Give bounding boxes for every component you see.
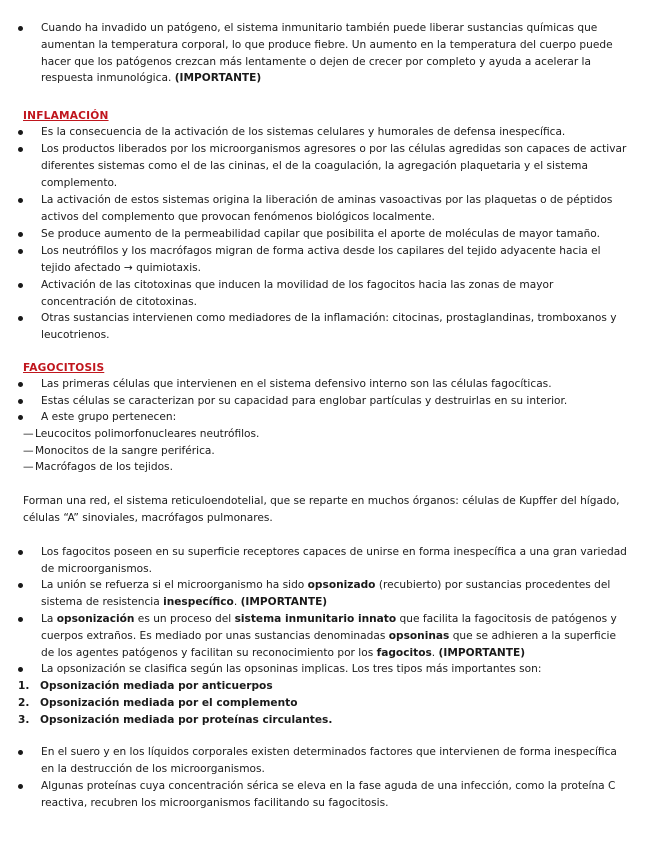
section-heading-inflamacion: INFLAMACIÓN <box>23 110 109 122</box>
list-item-text: Se produce aumento de la permeabilidad capilar que posibilita el aporte de moléculas de mayor tamaño. <box>41 228 600 240</box>
bullet-dot <box>18 130 23 135</box>
bullet-dot <box>18 316 23 321</box>
keyword-opsoninas: opsoninas <box>388 629 450 642</box>
important-note: (IMPORTANTE) <box>174 72 262 85</box>
dash-item <box>23 459 523 476</box>
numbered-item-text: Opsonización mediada por proteínas circulantes. <box>40 714 333 726</box>
bullet-dot <box>18 26 23 31</box>
dash-marker: — <box>23 428 34 440</box>
keyword-opsonizacion: opsonización <box>56 613 135 625</box>
bullet-dot <box>18 198 23 203</box>
bullet-dot <box>18 399 23 404</box>
bullet-dot <box>18 147 23 152</box>
dash-item-text: Monocitos de la sangre periférica. <box>35 445 215 457</box>
text-run: . <box>431 646 439 659</box>
bullet-dot <box>18 283 23 288</box>
bullet-dot <box>18 415 23 420</box>
bullet-dot <box>18 617 23 622</box>
dash-marker: — <box>23 461 34 473</box>
bullet-dot <box>18 232 23 237</box>
bullet-dot <box>18 667 23 672</box>
paragraph-reticuloendotelial: Forman una red, el sistema reticuloendotelial, que se reparte en muchos órganos: células de Kupffer del hígado, células “A” sinoviales, macrófagos pulmonares. <box>23 495 620 524</box>
list-item-text: Los fagocitos poseen en su superficie receptores capaces de unirse en forma inespecífica a una gran variedad de microorganismos. <box>41 546 627 575</box>
bullet-dot <box>18 750 23 755</box>
keyword-fagocitos: fagocitos <box>376 646 432 659</box>
numbered-item <box>18 695 518 712</box>
list-item-text: Las primeras células que intervienen en el sistema defensivo interno son las células fagocíticas. <box>41 378 552 390</box>
list-item-text: Activación de las citotoxinas que inducen la movilidad de los fagocitos hacia las zonas de mayor concentración de citotoxinas. <box>41 279 554 308</box>
text-run: La unión se refuerza si el microorganismo ha sido <box>41 579 308 591</box>
dash-item-text: Leucocitos polimorfonucleares neutrófilos. <box>35 428 260 440</box>
bullet-dot <box>18 784 23 789</box>
dash-marker: — <box>23 445 34 457</box>
bullet-dot <box>18 583 23 588</box>
bullet-dot <box>18 249 23 254</box>
list-item-text: Es la consecuencia de la activación de los sistemas celulares y humorales de defensa inespecífica. <box>41 126 566 138</box>
item-number: 3. <box>18 714 30 726</box>
text-run: es un proceso del <box>134 613 235 625</box>
important-note: (IMPORTANTE) <box>240 595 328 608</box>
text-run: (recubierto) por sustancias procedentes del sistema de resistencia <box>41 579 611 608</box>
intro-text: Cuando ha invadido un patógeno, el sistema inmunitario también puede liberar sustancias químicas que aumentan la temperatura corporal, lo que produce fiebre. Un aumento en la temperatura del cuerpo puede hacer que los patógenos crezcan más lentamente o dejen de crecer por completo y ayuda a acelerar la respuesta inmunológica. <box>41 22 613 85</box>
list-item-text: La opsonización se clasifica según las opsoninas implicas. Los tres tipos más importantes son: <box>41 663 542 675</box>
keyword-opsonizado: opsonizado <box>307 579 376 591</box>
numbered-item <box>18 712 518 729</box>
text-run: La <box>41 613 57 625</box>
text-run: que facilita la fagocitosis de patógenos y cuerpos extraños. Es mediado por unas sustancias denominadas <box>41 613 617 642</box>
bullet-dot <box>18 382 23 387</box>
text-run: que se adhieren a la superficie de los agentes patógenos y facilitan su reconocimiento por los <box>41 629 617 659</box>
list-item-text: A este grupo pertenecen: <box>41 411 177 423</box>
dash-item <box>23 426 523 443</box>
dash-item-text: Macrófagos de los tejidos. <box>35 461 173 473</box>
item-number: 2. <box>18 697 30 709</box>
keyword-sistema-innato: sistema inmunitario innato <box>234 613 397 625</box>
list-item-text: Los neutrófilos y los macrófagos migran de forma activa desde los capilares del tejido adyacente hacia el tejido afectado → quimiotaxis. <box>41 245 601 274</box>
numbered-item-text: Opsonización mediada por el complemento <box>40 697 298 709</box>
list-item-text: Los productos liberados por los microorganismos agresores o por las células agredidas son capaces de activar diferentes sistemas como el de las cininas, el de la coagulación, la agregación plaquetaria y el sistema complemento. <box>41 143 627 189</box>
dash-item <box>23 443 523 460</box>
important-note: (IMPORTANTE) <box>438 646 526 659</box>
list-item-text: Estas células se caracterizan por su capacidad para englobar partículas y destruirlas en su interior. <box>41 395 568 407</box>
item-number: 1. <box>18 680 30 692</box>
list-item-text: Otras sustancias intervienen como mediadores de la inflamación: citocinas, prostaglandinas, tromboxanos y leucotrienos. <box>41 312 617 341</box>
keyword-inespecifico: inespecífico <box>163 595 234 608</box>
numbered-item-text: Opsonización mediada por anticuerpos <box>40 680 273 692</box>
list-item-text: Algunas proteínas cuya concentración sérica se eleva en la fase aguda de una infección, como la proteína C reactiva, recubren los microorganismos facilitando su fagocitosis. <box>41 780 616 809</box>
bullet-dot <box>18 550 23 555</box>
section-heading-fagocitosis: FAGOCITOSIS <box>23 362 105 374</box>
text-run: . <box>233 595 241 608</box>
list-item-text: En el suero y en los líquidos corporales existen determinados factores que intervienen de forma inespecífica en la destrucción de los microorganismos. <box>41 746 617 775</box>
list-item-text: La activación de estos sistemas origina la liberación de aminas vasoactivas por las plaquetas o de péptidos activos del complemento que provocan fenómenos biológicos localmente. <box>41 194 613 223</box>
numbered-item <box>18 678 518 695</box>
